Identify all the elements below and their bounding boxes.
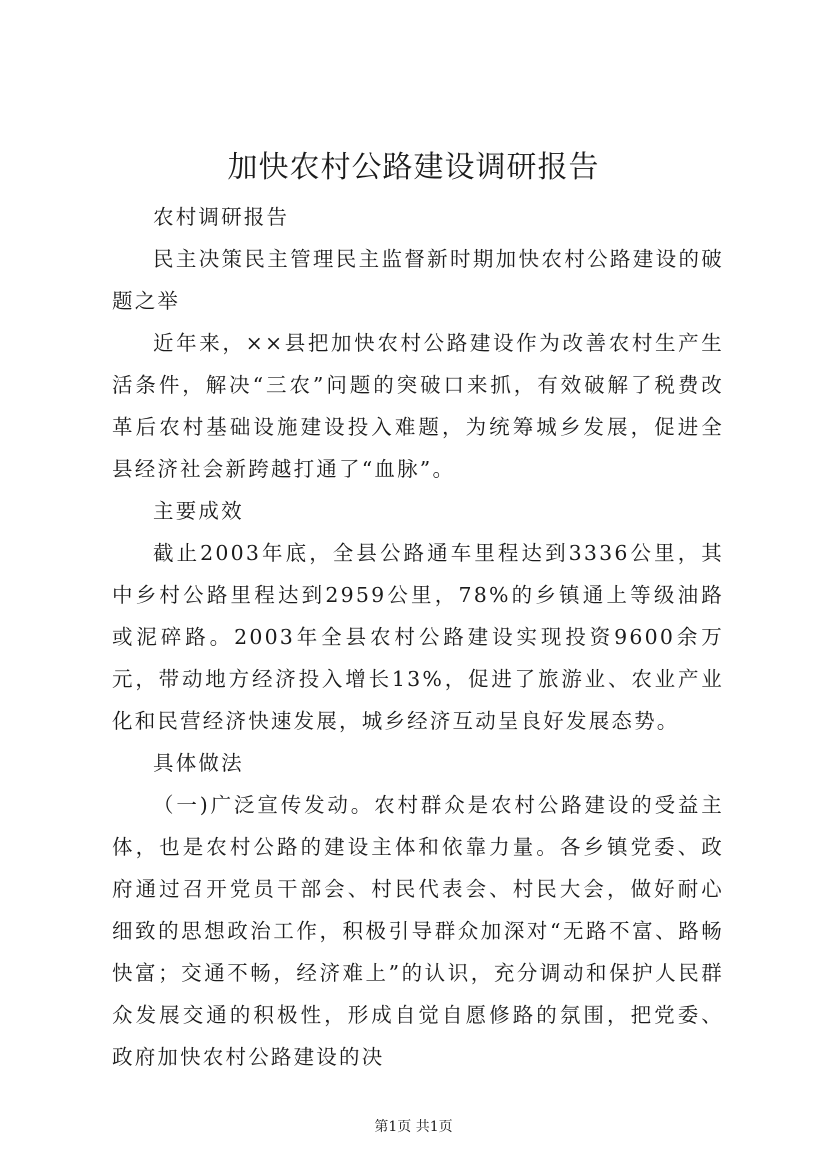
paragraph-heading-line: 民主决策民主管理民主监督新时期加快农村公路建设的破题之举 — [112, 247, 724, 313]
paragraph-results: 截止2003年底，全县公路通车里程达到3336公里，其中乡村公路里程达到2959公里，78%的乡镇通上等级油路或泥碎路。2003年全县农村公路建设实现投资9600余万元，带动地方经济投入增长13%，促进了旅游业、农业产业化和民营经济快速发展，城乡经济互动呈良好发展态势。 — [112, 541, 724, 733]
paragraph-method-1: （一)广泛宣传发动。农村群众是农村公路建设的受益主体，也是农村公路的建设主体和依靠力量。各乡镇党委、政府通过召开党员干部会、村民代表会、村民大会，做好耐心细致的思想政治工作，积极引导群众加深对“无路不富、路畅快富；交通不畅，经济难上”的认识，充分调动和保护人民群众发展交通的积极性，形成自觉自愿修路的氛围，把党委、政府加快农村公路建设的决 — [112, 793, 724, 1069]
document-title: 加快农村公路建设调研报告 — [227, 150, 600, 185]
section-heading-results: 主要成效 — [153, 499, 244, 523]
document-body — [112, 196, 724, 1078]
section-heading-methods: 具体做法 — [153, 751, 244, 775]
paragraph-subtitle: 农村调研报告 — [153, 205, 290, 229]
page-footer: 第1页 共1页 — [374, 1119, 453, 1135]
paragraph-intro: 近年来，××县把加快农村公路建设作为改善农村生产生活条件，解决“三农”问题的突破口来抓，有效破解了税费改革后农村基础设施建设投入难题，为统筹城乡发展，促进全县经济社会新跨越打通了“血脉”。 — [112, 331, 724, 481]
